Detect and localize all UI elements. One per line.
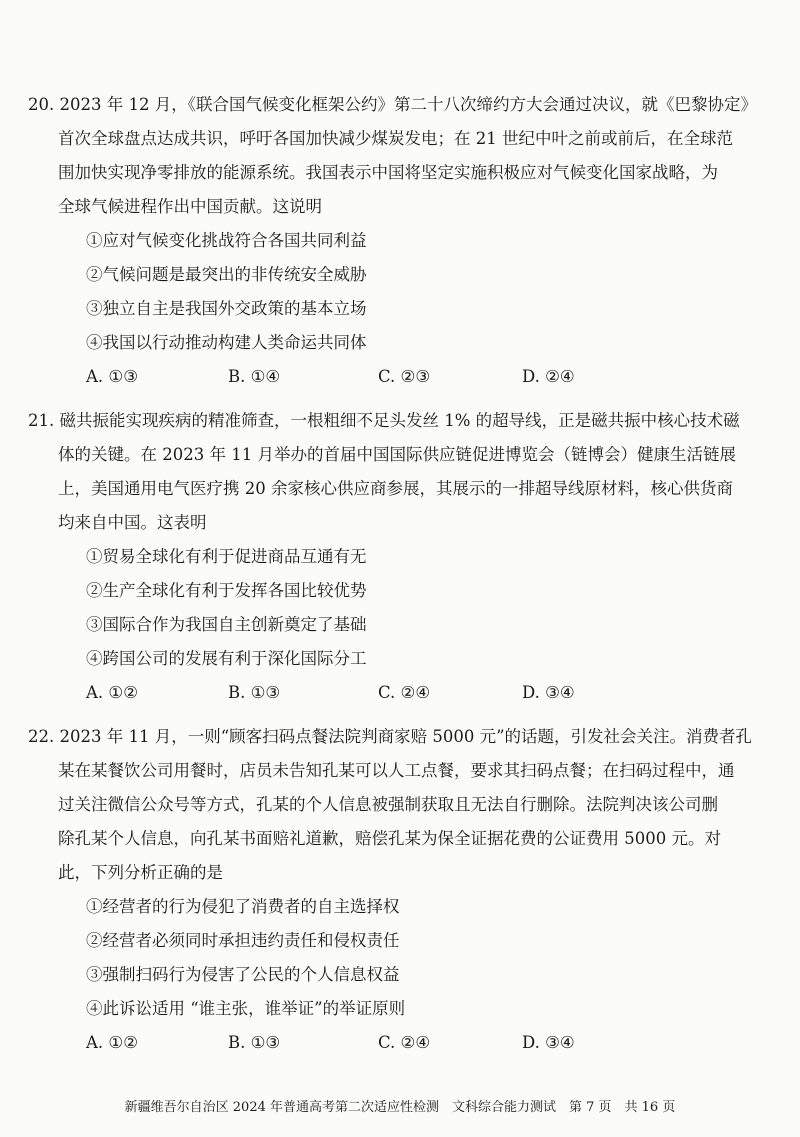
statement-option: ①应对气候变化挑战符合各国共同利益 [86,231,367,250]
choice-b: B. ①③ [228,1033,281,1052]
question-stem-line: 首次全球盘点达成共识，呼吁各国加快减少煤炭发电；在 21 世纪中叶之前或前后，在全球范 [58,129,733,148]
choice-d: D. ③④ [522,1033,575,1052]
statement-option: ③国际合作为我国自主创新奠定了基础 [86,615,367,634]
choice-a: A. ①② [86,1033,138,1052]
statement-option: ④跨国公司的发展有利于深化国际分工 [86,649,367,668]
choice-a: A. ①③ [86,367,138,386]
choice-d: D. ③④ [522,683,575,702]
question-stem-line: 22. 2023 年 11 月，一则“顾客扫码点餐法院判商家赔 5000 元”的话题，引发社会关注。消费者孔 [28,727,753,746]
question-stem-line: 此，下列分析正确的是 [58,863,223,882]
question-20 [28,88,770,394]
question-stem-line: 21. 磁共振能实现疾病的精准筛查，一根粗细不足头发丝 1% 的超导线，正是磁共振中核心技术磁 [28,411,740,430]
question-22 [28,720,770,1060]
question-21 [28,404,770,710]
question-stem-line: 全球气候进程作出中国贡献。这说明 [58,197,322,216]
question-stem-line: 体的关键。在 2023 年 11 月举办的首届中国国际供应链促进博览会（链博会）健康生活链展 [58,445,736,464]
statement-option: ④此诉讼适用 “谁主张，谁举证”的举证原则 [86,999,406,1018]
statement-option: ①经营者的行为侵犯了消费者的自主选择权 [86,897,400,916]
question-stem-line: 过关注微信公众号等方式，孔某的个人信息被强制获取且无法自行删除。法院判决该公司删 [58,795,718,814]
answer-choices [86,676,770,710]
choice-d: D. ②④ [522,367,575,386]
question-stem-line: 上，美国通用电气医疗携 20 余家核心供应商参展，其展示的一排超导线原材料，核心供货商 [58,479,733,498]
choice-a: A. ①② [86,683,138,702]
statement-option: ③强制扫码行为侵害了公民的个人信息权益 [86,965,400,984]
question-stem-line: 均来自中国。这表明 [58,513,207,532]
choice-b: B. ①④ [228,367,281,386]
question-stem-line: 围加快实现净零排放的能源系统。我国表示中国将坚定实施积极应对气候变化国家战略，为 [58,163,718,182]
choice-c: C. ②③ [378,367,431,386]
statement-option: ②经营者必须同时承担违约责任和侵权责任 [86,931,400,950]
question-stem-line: 20. 2023 年 12 月，《联合国气候变化框架公约》第二十八次缔约方大会通过决议，就《巴黎协定》 [28,95,757,114]
statement-option: ①贸易全球化有利于促进商品互通有无 [86,547,367,566]
statement-option: ④我国以行动推动构建人类命运共同体 [86,333,367,352]
choice-c: C. ②④ [378,1033,431,1052]
choice-c: C. ②④ [378,683,431,702]
statement-option: ②气候问题是最突出的非传统安全威胁 [86,265,367,284]
answer-choices [86,1026,770,1060]
question-stem-line: 某在某餐饮公司用餐时，店员未告知孔某可以人工点餐，要求其扫码点餐；在扫码过程中，通 [58,761,735,780]
answer-choices [86,360,770,394]
statement-option: ②生产全球化有利于发挥各国比较优势 [86,581,367,600]
question-stem-line: 除孔某个人信息，向孔某书面赔礼道歉，赔偿孔某为保全证据花费的公证费用 5000 元。对 [58,829,721,848]
statement-option: ③独立自主是我国外交政策的基本立场 [86,299,367,318]
choice-b: B. ①③ [228,683,281,702]
page-footer: 新疆维吾尔自治区 2024 年普通高考第二次适应性检测 文科综合能力测试 第 7 页 共 16 页 [124,1100,676,1115]
